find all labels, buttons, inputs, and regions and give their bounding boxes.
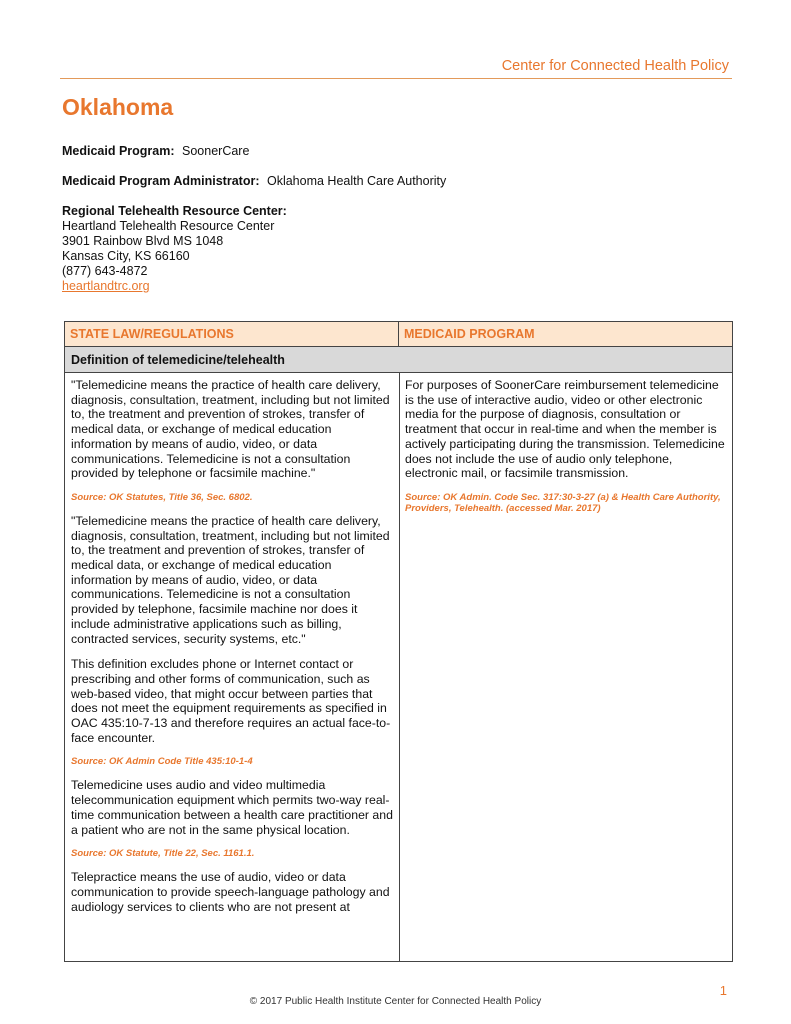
rtrc-label: Regional Telehealth Resource Center:: [62, 204, 287, 218]
medicaid-cell: [405, 378, 727, 525]
law-paragraph: "Telemedicine means the practice of health care delivery, diagnosis, consultation, treatment, including but not limited to, the treatment and prevention of strokes, transfer of medical data, or exchange of medical education information by means of audio, video, or data communications. Telemedicine is not a consultation provided by telephone, facsimile machine nor does it include administrative applications such as billing, contracted services, security systems, etc.": [71, 513, 390, 646]
medicaid-admin-value: Oklahoma Health Care Authority: [266, 174, 447, 188]
medicaid-program-line: [62, 144, 249, 159]
rtrc-address1: 3901 Rainbow Blvd MS 1048: [62, 234, 224, 248]
rtrc-address2: Kansas City, KS 66160: [62, 249, 190, 263]
law-paragraph: "Telemedicine means the practice of health care delivery, diagnosis, consultation, treatment, including but not limited to, the treatment and prevention of strokes, transfer of medical data, or exchange of medical education information by means of audio, video, or data communications. Telemedicine is not a consultation provided by telephone or facsimile machine.": [71, 378, 390, 481]
law-source: Source: OK Statute, Title 22, Sec. 1161.1.: [71, 848, 255, 860]
column-divider: [399, 373, 400, 962]
law-paragraph: This definition excludes phone or Internet contact or prescribing and other forms of communication, such as web-based video, that might occur between parties that does not meet the equipment requirements as specified in OAC 435:10-7-13 and therefore requires an actual face-to-face encounter.: [71, 657, 391, 745]
law-source: Source: OK Admin Code Title 435:10-1-4: [71, 756, 253, 768]
page-title: Oklahoma: [62, 94, 174, 120]
column-header-state-law: STATE LAW/REGULATIONS: [65, 322, 399, 347]
policy-table: [64, 321, 733, 962]
medicaid-admin-label: Medicaid Program Administrator:: [62, 174, 260, 188]
rtrc-block: [62, 204, 287, 294]
rtrc-website-link[interactable]: heartlandtrc.org: [62, 279, 150, 293]
medicaid-source: Source: OK Admin. Code Sec. 317:30-3-27 (a) & Health Care Authority, Providers, Telehealth. (accessed Mar. 2017): [405, 491, 721, 514]
rtrc-phone: (877) 643-4872: [62, 264, 148, 278]
law-source: Source: OK Statutes, Title 36, Sec. 6802.: [71, 491, 253, 503]
law-paragraph: Telemedicine uses audio and video multimedia telecommunication equipment which permits two-way real-time communication between a health care practitioner and a patient who are not in the same physical location.: [71, 778, 393, 837]
state-law-cell: [71, 378, 395, 925]
medicaid-admin-line: [62, 174, 446, 189]
page-number: 1: [719, 983, 727, 998]
column-header-medicaid: MEDICAID PROGRAM: [399, 322, 732, 347]
medicaid-program-value: SoonerCare: [182, 144, 250, 158]
header-org-name: Center for Connected Health Policy: [501, 58, 729, 74]
medicaid-program-label: Medicaid Program:: [62, 144, 175, 158]
header-divider: [60, 78, 732, 79]
medicaid-paragraph: For purposes of SoonerCare reimbursement telemedicine is the use of interactive audio, video or other electronic media for the purpose of diagnosis, consultation or treatment that occur in real-time and when the member is actively participating during the transmission. Telemedicine does not include the use of audio only telephone, electronic mail, or facsimile transmission.: [405, 378, 725, 481]
rtrc-name: Heartland Telehealth Resource Center: [62, 219, 275, 233]
law-paragraph: Telepractice means the use of audio, video or data communication to provide speech-language pathology and audiology services to clients who are not present at: [71, 870, 390, 914]
section-header: Definition of telemedicine/telehealth: [65, 347, 732, 373]
footer-copyright: © 2017 Public Health Institute Center for Connected Health Policy: [249, 996, 542, 1007]
